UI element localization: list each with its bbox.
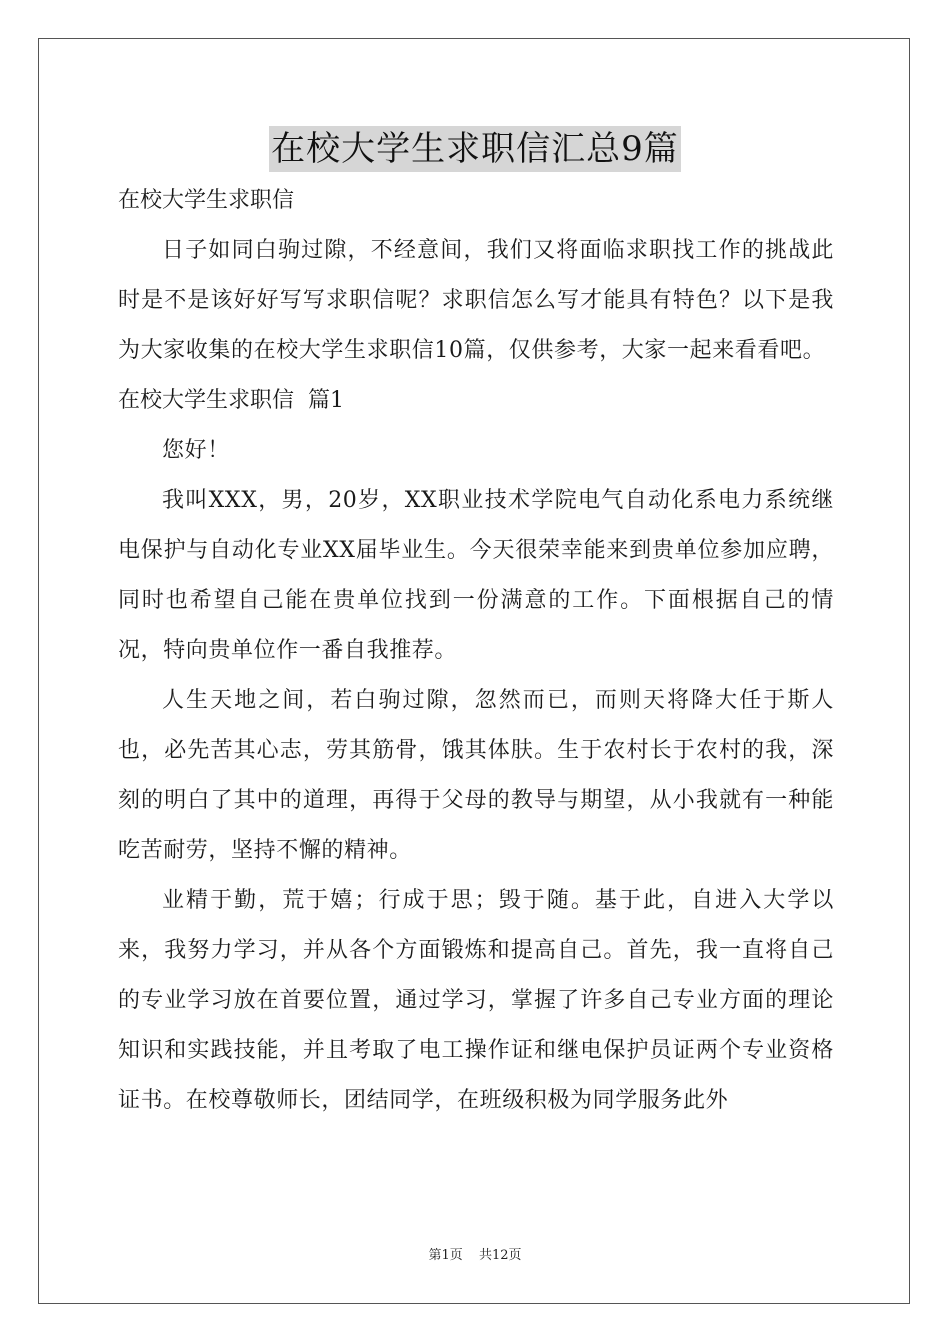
document-body: [118, 176, 834, 1126]
document-title: 在校大学生求职信汇总9篇: [269, 126, 681, 172]
subtitle: 在校大学生求职信: [118, 188, 295, 213]
body-paragraph: 人生天地之间，若白驹过隙，忽然而已，而则天将降大任于斯人也，必先苦其心志，劳其筋骨，饿其体肤。生于农村长于农村的我，深刻的明白了其中的道理，再得于父母的教导与期望，从小我就有一种能吃苦耐劳，坚持不懈的精神。: [118, 688, 834, 863]
page-footer: [0, 1244, 950, 1263]
page-number: 第1页: [428, 1248, 463, 1263]
greeting: 您好！: [162, 438, 230, 463]
intro-paragraph: 日子如同白驹过隙，不经意间，我们又将面临求职找工作的挑战此时是不是该好好写写求职信呢？求职信怎么写才能具有特色？以下是我为大家收集的在校大学生求职信10篇，仅供参考，大家一起来看看吧。: [118, 238, 834, 363]
body-paragraph: 我叫XXX，男，20岁，XX职业技术学院电气自动化系电力系统继电保护与自动化专业XX届毕业生。今天很荣幸能来到贵单位参加应聘，同时也希望自己能在贵单位找到一份满意的工作。下面根据自己的情况，特向贵单位作一番自我推荐。: [118, 488, 834, 663]
total-pages: 共12页: [478, 1248, 522, 1263]
body-paragraph: 业精于勤，荒于嬉；行成于思；毁于随。基于此，自进入大学以来，我努力学习，并从各个方面锻炼和提高自己。首先，我一直将自己的专业学习放在首要位置，通过学习，掌握了许多自己专业方面的理论知识和实践技能，并且考取了电工操作证和继电保护员证两个专业资格证书。在校尊敬师长，团结同学，在班级积极为同学服务此外: [118, 888, 834, 1113]
section-heading: 在校大学生求职信 篇1: [118, 388, 344, 413]
title-area: [0, 126, 950, 172]
